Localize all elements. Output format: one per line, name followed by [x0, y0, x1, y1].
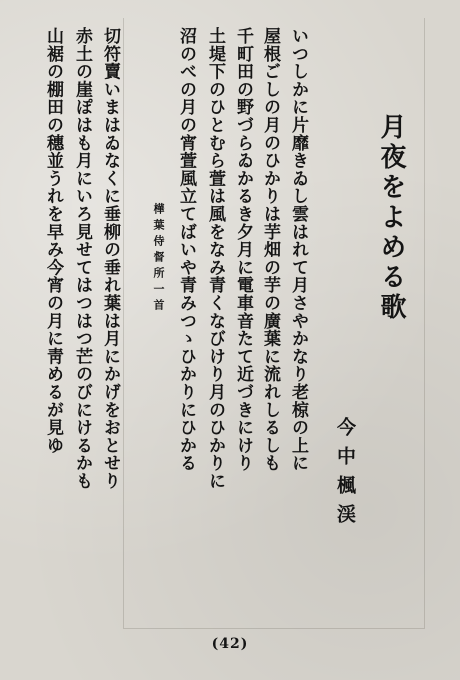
- poem-line: 赤土の崖ぽはも月にいろ見せてはつはつ芒のびにけるかも: [72, 27, 92, 490]
- poem-title: 月夜をよめる歌: [376, 113, 406, 323]
- poem-line: 屋根ごしの月のひかりは芋畑の芋の廣葉に流れしるしも: [260, 27, 280, 472]
- poem-line: 沼のべの月の宵萱風立てばいや青みつゝひかりにひかる: [176, 27, 196, 472]
- poem-line: 山裾の棚田の穗並うれを早み今宵の月に靑めるが見ゆ: [43, 27, 63, 455]
- author-name: 今中楓渓: [334, 417, 356, 533]
- poem-line: 土堤下のひとむら萱は風をなみ青くなびけり月のひかりに: [205, 27, 225, 490]
- page-number: (42): [211, 636, 249, 652]
- poem-line: 千町田の野づらゐかるき夕月に電車音たて近づきにけり: [233, 27, 253, 472]
- poem-line: いつしかに片靡きゐし雲はれて月さやかなり老椋の上に: [288, 27, 308, 472]
- poem-line: 切符賣いまはゐなくに垂柳の垂れ葉は月にかげをおとせり: [100, 27, 120, 490]
- poem-subheading: 樺葉侍督所一首: [152, 203, 165, 315]
